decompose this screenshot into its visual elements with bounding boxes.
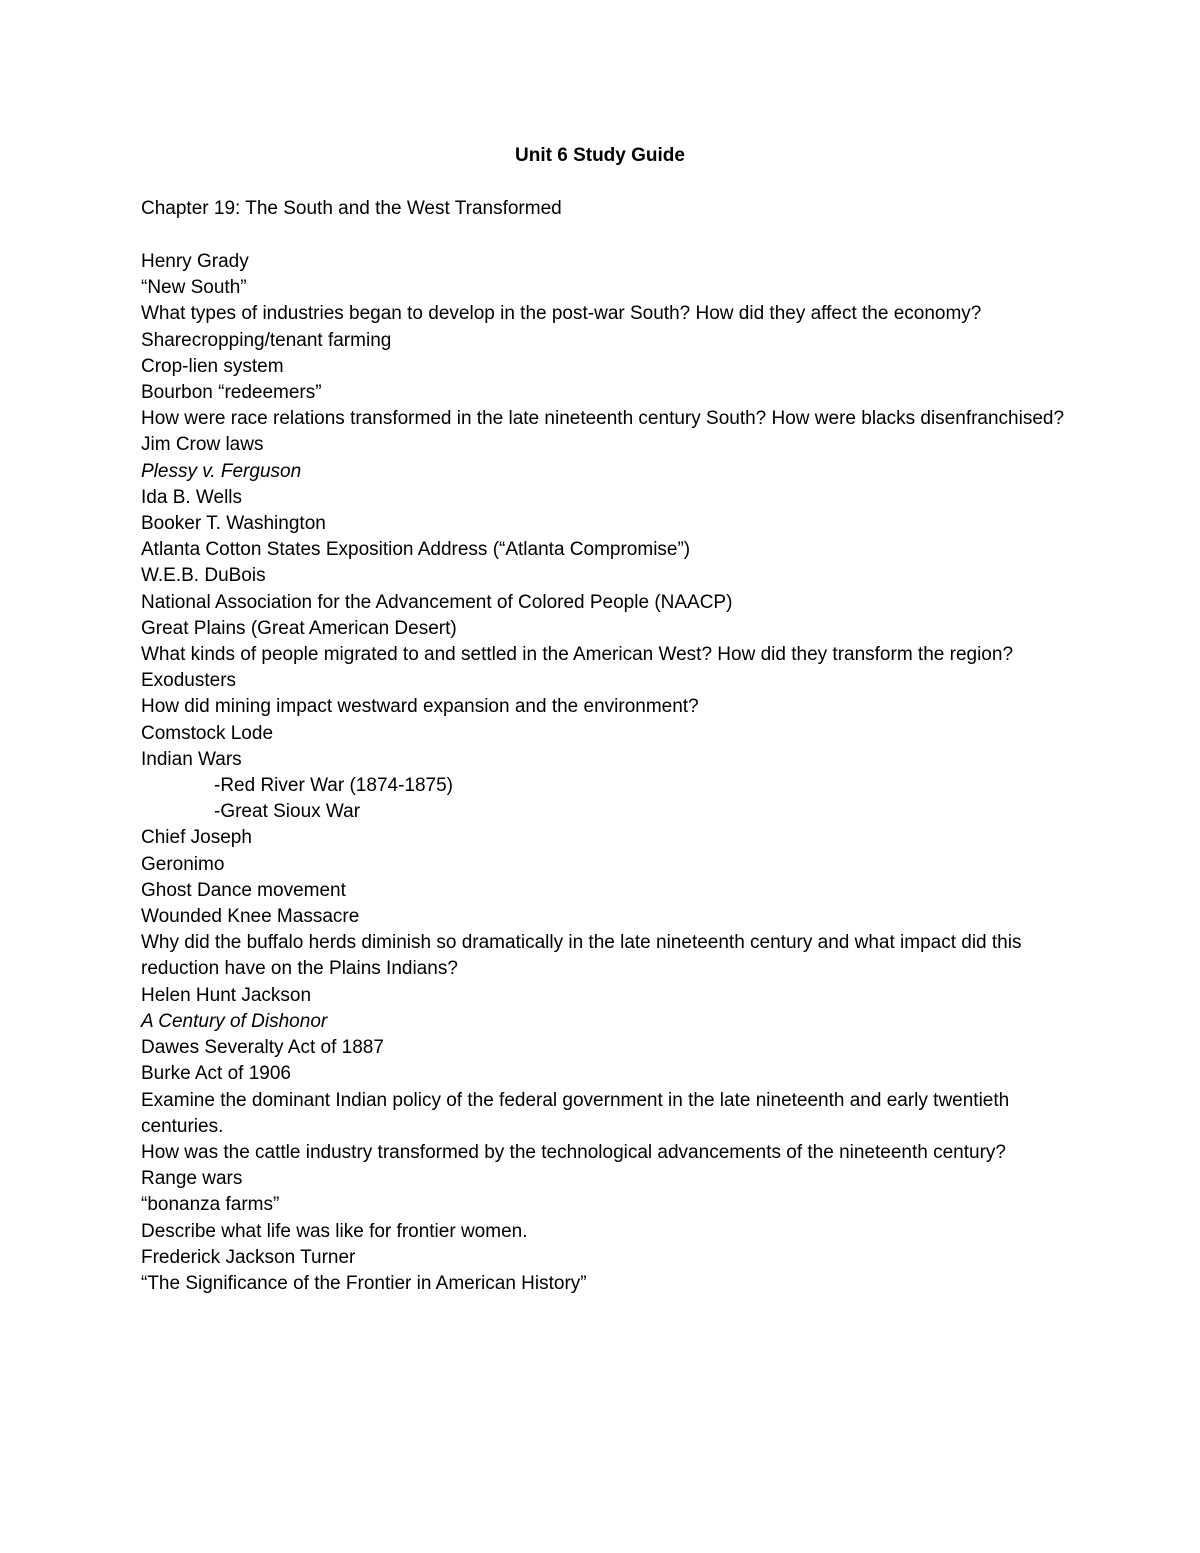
study-item: Indian Wars — [141, 748, 242, 770]
study-item: Comstock Lode — [141, 722, 274, 744]
study-item: Geronimo — [141, 853, 225, 875]
study-item: W.E.B. DuBois — [141, 565, 266, 587]
page-title: Unit 6 Study Guide — [515, 145, 685, 166]
study-item: Sharecropping/tenant farming — [141, 329, 392, 351]
study-item: Bourbon “redeemers” — [141, 382, 322, 404]
study-item: Examine the dominant Indian policy of the federal government in the late nineteenth and early twentieth centuries. — [141, 1089, 1010, 1137]
study-item: Describe what life was like for frontier women. — [141, 1220, 528, 1242]
study-item: “bonanza farms” — [141, 1194, 280, 1216]
study-item: Chief Joseph — [141, 827, 252, 849]
study-item: Ida B. Wells — [141, 486, 243, 508]
study-item: Crop-lien system — [141, 355, 284, 377]
study-item: What kinds of people migrated to and settled in the American West? How did they transform the region? — [141, 644, 1014, 666]
study-item: Range wars — [141, 1168, 243, 1190]
study-item: Plessy v. Ferguson — [141, 460, 302, 482]
study-item: Frederick Jackson Turner — [141, 1246, 356, 1268]
study-item: National Association for the Advancement of Colored People (NAACP) — [141, 591, 733, 613]
study-item: A Century of Dishonor — [141, 1010, 328, 1032]
study-item: “New South” — [141, 277, 247, 299]
study-item: “The Significance of the Frontier in American History” — [141, 1272, 587, 1294]
study-item: Ghost Dance movement — [141, 879, 346, 901]
study-item: Dawes Severalty Act of 1887 — [141, 1037, 384, 1059]
study-item: Great Plains (Great American Desert) — [141, 617, 457, 639]
study-item: How were race relations transformed in the late nineteenth century South? How were blacks disenfranchised? — [141, 408, 1065, 430]
study-item: -Great Sioux War — [214, 801, 361, 823]
study-item: Henry Grady — [141, 251, 249, 272]
study-item: What types of industries began to develop in the post-war South? How did they affect the economy? — [141, 303, 982, 325]
study-item: Wounded Knee Massacre — [141, 906, 360, 928]
study-item: Booker T. Washington — [141, 513, 326, 535]
study-item: Helen Hunt Jackson — [141, 984, 312, 1006]
study-item: Exodusters — [141, 670, 237, 692]
study-item: Atlanta Cotton States Exposition Address (“Atlanta Compromise”) — [141, 539, 691, 561]
study-item: Jim Crow laws — [141, 434, 264, 456]
study-item: How was the cattle industry transformed by the technological advancements of the nineteenth century? — [141, 1141, 1006, 1163]
chapter-heading: Chapter 19: The South and the West Transformed — [141, 198, 562, 219]
study-item: Burke Act of 1906 — [141, 1063, 291, 1085]
study-item: Why did the buffalo herds diminish so dramatically in the late nineteenth century and what impact did this reduction have on the Plains Indians? — [141, 932, 1022, 980]
study-item: How did mining impact westward expansion and the environment? — [141, 696, 699, 718]
study-item: -Red River War (1874-1875) — [214, 775, 453, 797]
study-items-list — [141, 249, 1071, 1297]
